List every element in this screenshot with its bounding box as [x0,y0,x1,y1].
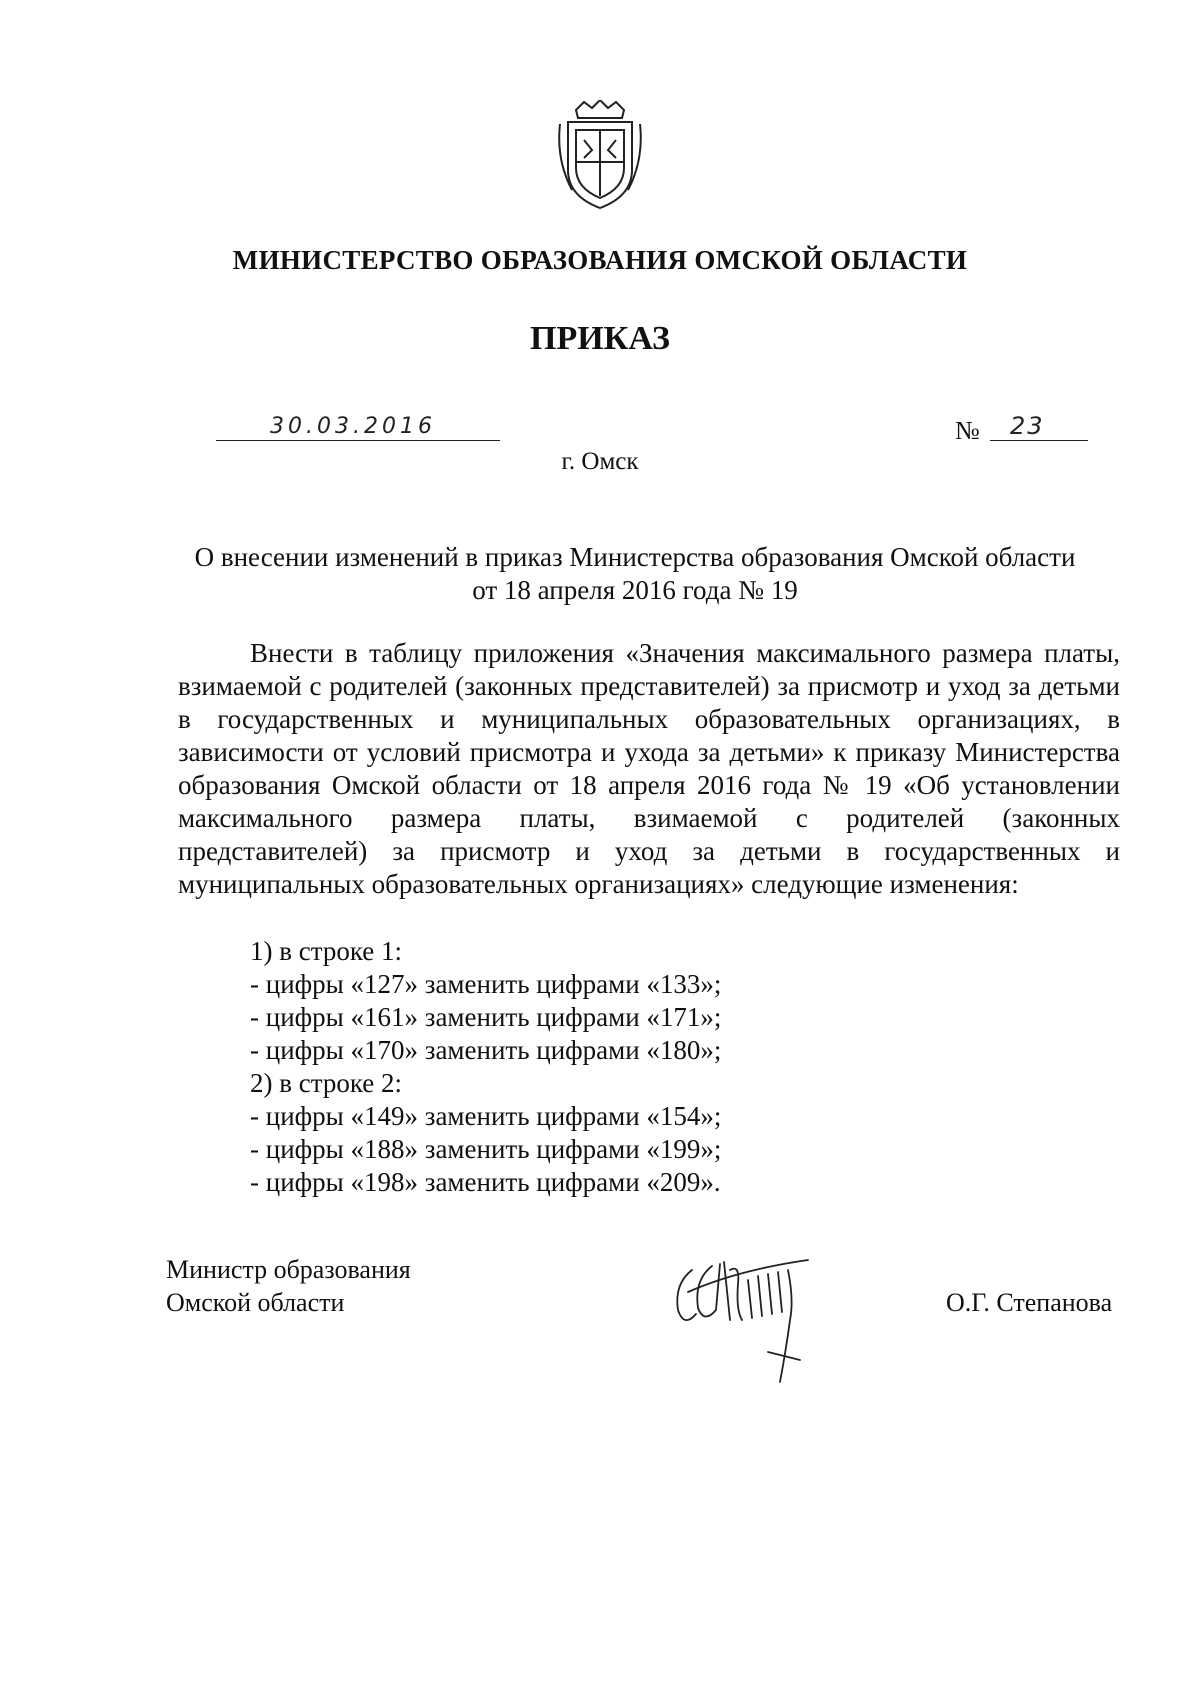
body-paragraph: Внести в таблицу приложения «Значения максимального размера платы, взимаемой с родителей (законных представителей) за присмотр и уход за детьми в государственных и муниципальных образовательных организациях, в зависимости от условий присмотра и ухода за детьми» к приказу Министерства образования Омской области от 18 апреля 2016 года № 19 «Об установлении максимального размера платы, взимаемой с родителей (законных представителей) за присмотр и уход за детьми в государственных и муниципальных образовательных организациях» следующие изменения: [178,638,1120,899]
list-item: - цифры «127» заменить цифрами «133»; [250,969,722,999]
number-underline [990,440,1088,441]
signer-position-line-1: Министр образования [166,1255,411,1284]
ministry-title: МИНИСТЕРСТВО ОБРАЗОВАНИЯ ОМСКОЙ ОБЛАСТИ [232,245,968,275]
changes-list [250,935,721,1199]
list-item: 1) в строке 1: [250,936,403,966]
document-type: ПРИКАЗ [530,320,670,357]
city: г. Омск [561,448,639,475]
list-item: - цифры «170» заменить цифрами «180»; [250,1035,722,1065]
list-item: - цифры «161» заменить цифрами «171»; [250,1002,722,1032]
coat-of-arms-icon [554,100,646,210]
number-label: № [955,416,980,445]
list-item: 2) в строке 2: [250,1068,403,1098]
list-item: - цифры «188» заменить цифрами «199»; [250,1134,722,1164]
document-date: 30.03.2016 [270,414,436,439]
document-number: 23 [1010,412,1045,440]
subject-line-1: О внесении изменений в приказ Министерства образования Омской области [194,542,1076,572]
list-item: - цифры «198» заменить цифрами «209». [250,1167,721,1197]
signer-position-line-2: Омской области [166,1288,345,1317]
signer-name: О.Г. Степанова [946,1288,1113,1317]
date-underline [216,440,500,441]
handwritten-signature [668,1240,838,1390]
subject-line-2: от 18 апреля 2016 года № 19 [472,575,798,605]
list-item: - цифры «149» заменить цифрами «154»; [250,1101,722,1131]
document-subject [150,541,1120,607]
